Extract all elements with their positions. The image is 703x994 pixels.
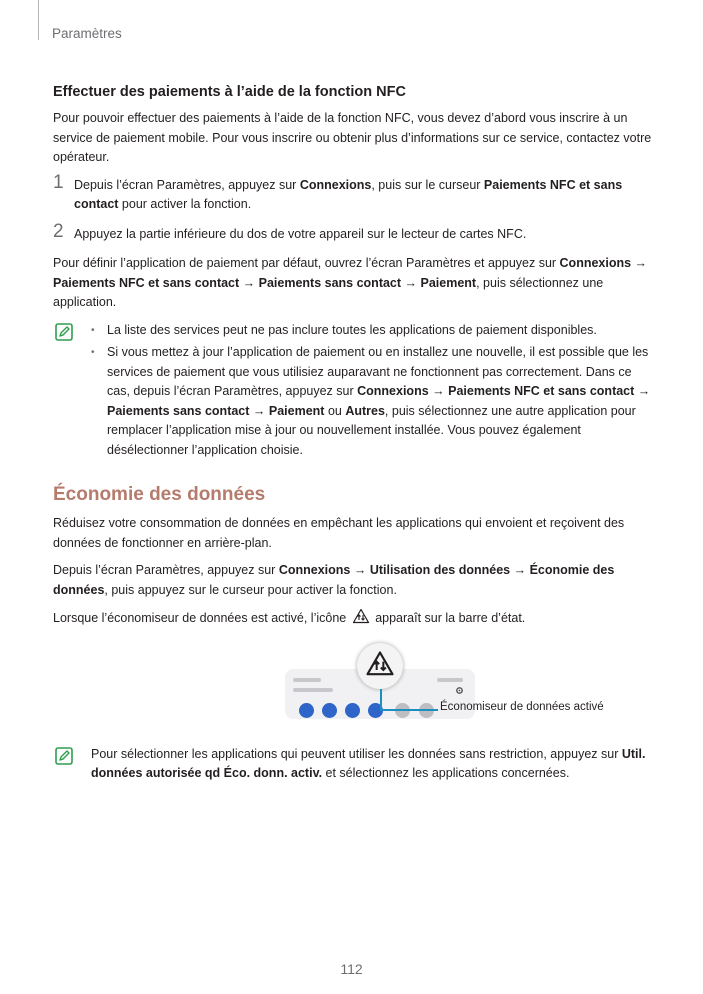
data-saver-icon xyxy=(365,650,395,680)
data-saver-highlight xyxy=(357,643,403,689)
step-keyword: Paiements NFC et sans contact xyxy=(74,177,623,211)
data-saver-icon xyxy=(352,608,370,626)
nfc-note xyxy=(53,321,653,461)
note-bullet: • Si vous mettez à jour l’application de paiement ou en installez une nouvelle, il est possible que les services de paiement que vous utilisiez auparavant ne fonctionnent pas correctement. Dans ce cas, depuis l’écran Paramètres, appuyez sur Connexions → Paiements NFC et sans contact → Paiements sans contact → Paiement ou Autres, puis sélectionnez une autre application pour remplacer l’application mise à jour ou nouvellement installée. Vous pouvez également désélectionner l’application choisie. xyxy=(91,343,653,460)
wifi-icon[interactable] xyxy=(299,703,314,718)
header-section-label: Paramètres xyxy=(52,26,122,41)
data-saver-figure xyxy=(53,643,653,733)
eco-howto: Depuis l’écran Paramètres, appuyez sur Connexions → Utilisation des données → Économie des données, puis appuyez sur le curseur pour activer la fonction. xyxy=(53,563,615,597)
eco-icon-line: Lorsque l’économiseur de données est activé, l’icône apparaît sur la barre d’état. xyxy=(53,608,653,629)
step-text: , puis sur le curseur xyxy=(371,177,484,192)
step-text: pour activer la fonction. xyxy=(118,197,252,211)
nfc-default-app-paragraph: Pour définir l’application de paiement par défaut, ouvrez l’écran Paramètres et appuyez sur Connexions → Paiements NFC et sans contact → Paiements sans contact → Paiement, puis sélectionnez une application. xyxy=(53,256,648,309)
page-content xyxy=(53,84,653,794)
note-icon xyxy=(55,747,73,765)
callout-line xyxy=(380,709,438,711)
sound-icon[interactable] xyxy=(322,703,337,718)
page-number: 112 xyxy=(340,961,363,977)
bluetooth-icon[interactable] xyxy=(345,703,360,718)
step-number: 1 xyxy=(53,171,64,193)
nfc-section-title: Effectuer des paiements à l’aide de la fonction NFC xyxy=(53,84,406,100)
nfc-step-2 xyxy=(53,220,653,245)
nfc-intro: Pour pouvoir effectuer des paiements à l’aide de la fonction NFC, vous devez d’abord vous inscrire à un service de paiement mobile. Pour vous inscrire ou obtenir plus d’informations sur ce service, contactez votre opérateur. xyxy=(53,111,652,164)
note-bullet: • La liste des services peut ne pas inclure toutes les applications de paiement disponibles. xyxy=(91,321,653,341)
nfc-step-1 xyxy=(53,171,653,215)
eco-section-title: Économie des données xyxy=(53,484,266,505)
eco-note-text: Pour sélectionner les applications qui peuvent utiliser les données sans restriction, appuyez sur Util. données autorisée qd Éco. donn. activ. et sélectionnez les applications concernées. xyxy=(91,746,646,780)
gear-icon xyxy=(455,686,464,695)
note-list xyxy=(91,321,653,461)
step-number: 2 xyxy=(53,220,64,242)
header-rule xyxy=(38,0,39,40)
note-icon xyxy=(55,323,73,341)
step-keyword: Connexions xyxy=(299,177,372,192)
step-text: Depuis l’écran Paramètres, appuyez sur xyxy=(74,177,300,192)
callout-line xyxy=(380,689,382,710)
step-text: Appuyez la partie inférieure du dos de votre appareil sur le lecteur de cartes NFC. xyxy=(74,226,527,241)
eco-note xyxy=(53,745,653,784)
eco-intro: Réduisez votre consommation de données en empêchant les applications qui envoient et reçoivent des données de fonctionner en arrière-plan. xyxy=(53,516,625,550)
figure-caption: Économiseur de données activé xyxy=(440,700,604,713)
